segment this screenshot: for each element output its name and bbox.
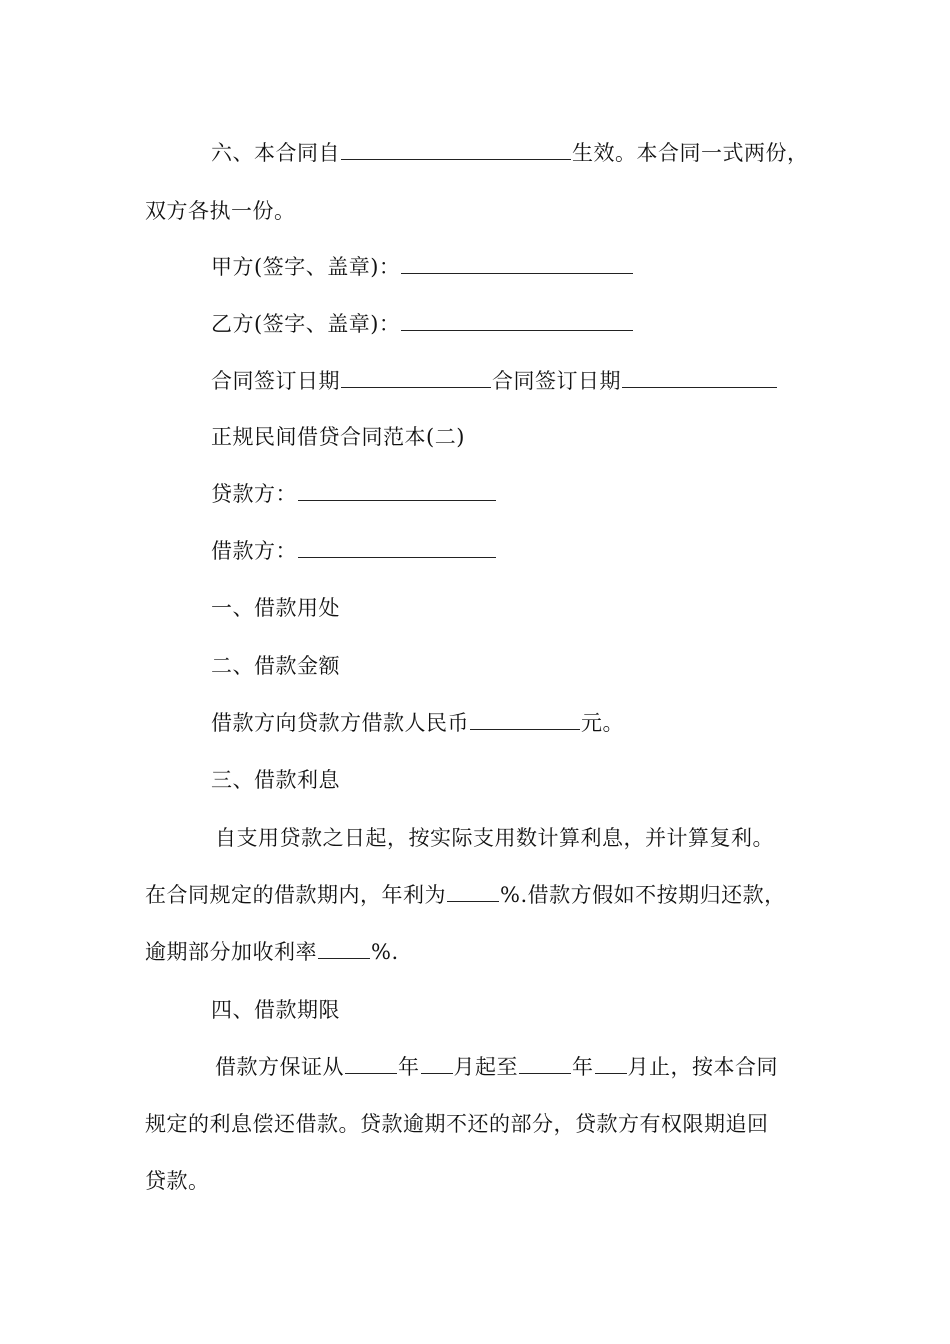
sign-date-line <box>211 366 778 396</box>
lender-blank[interactable] <box>298 480 496 501</box>
term-month-label-2: 月止，按本合同 <box>627 1055 778 1079</box>
effective-date-blank[interactable] <box>341 139 571 160</box>
party-a-label: 甲方(签字、盖章)： <box>211 255 401 279</box>
party-a-line <box>211 252 634 282</box>
party-a-signature-blank[interactable] <box>401 253 633 274</box>
annual-rate-blank[interactable] <box>447 881 499 902</box>
heading-loan-term: 四、借款期限 <box>211 998 340 1022</box>
section-title-two: 正规民间借贷合同范本(二) <box>211 425 465 449</box>
loan-amount-blank[interactable] <box>470 709 580 730</box>
clause-six-line-2: 双方各执一份。 <box>145 199 296 223</box>
sign-date-blank-1[interactable] <box>341 367 491 388</box>
lender-line <box>211 479 497 509</box>
interest-line-2 <box>145 880 786 910</box>
term-month-label-1: 月起至 <box>453 1055 518 1079</box>
term-line-2: 规定的利息偿还借款。贷款逾期不还的部分，贷款方有权限期追回 <box>145 1112 769 1136</box>
overdue-rate-blank[interactable] <box>318 938 370 959</box>
term-year-label-2: 年 <box>572 1055 594 1079</box>
clause-six-text-b: 生效。本合同一式两份， <box>572 141 809 165</box>
term-year-label-1: 年 <box>398 1055 420 1079</box>
interest-text-b: %.借款方假如不按期归还款， <box>500 883 786 907</box>
heading-loan-purpose: 一、借款用处 <box>211 596 340 620</box>
party-b-line <box>211 309 634 339</box>
heading-loan-amount: 二、借款金额 <box>211 654 340 678</box>
overdue-rate-text-b: %. <box>371 940 399 964</box>
term-text-a: 借款方保证从 <box>215 1055 344 1079</box>
start-year-blank[interactable] <box>345 1053 397 1074</box>
clause-six-line-1 <box>211 138 809 168</box>
loan-amount-text-b: 元。 <box>581 711 624 735</box>
overdue-rate-text-a: 逾期部分加收利率 <box>145 940 317 964</box>
clause-six-text-a: 六、本合同自 <box>211 141 340 165</box>
party-b-signature-blank[interactable] <box>401 310 633 331</box>
term-line-1 <box>215 1052 778 1082</box>
end-month-blank[interactable] <box>595 1053 627 1074</box>
borrower-label: 借款方： <box>211 539 297 563</box>
sign-date-blank-2[interactable] <box>622 367 777 388</box>
borrower-blank[interactable] <box>298 537 496 558</box>
term-line-3: 贷款。 <box>145 1169 210 1193</box>
interest-text-a: 在合同规定的借款期内，年利为 <box>145 883 446 907</box>
loan-amount-line <box>211 708 624 738</box>
interest-line-3 <box>145 937 399 967</box>
end-year-blank[interactable] <box>519 1053 571 1074</box>
loan-amount-text-a: 借款方向贷款方借款人民币 <box>211 711 469 735</box>
borrower-line <box>211 536 497 566</box>
sign-date-label-2: 合同签订日期 <box>492 369 621 393</box>
lender-label: 贷款方： <box>211 482 297 506</box>
heading-loan-interest: 三、借款利息 <box>211 768 340 792</box>
interest-line-1: 自支用贷款之日起，按实际支用数计算利息，并计算复利。 <box>215 826 774 850</box>
start-month-blank[interactable] <box>421 1053 453 1074</box>
sign-date-label-1: 合同签订日期 <box>211 369 340 393</box>
party-b-label: 乙方(签字、盖章)： <box>211 312 401 336</box>
